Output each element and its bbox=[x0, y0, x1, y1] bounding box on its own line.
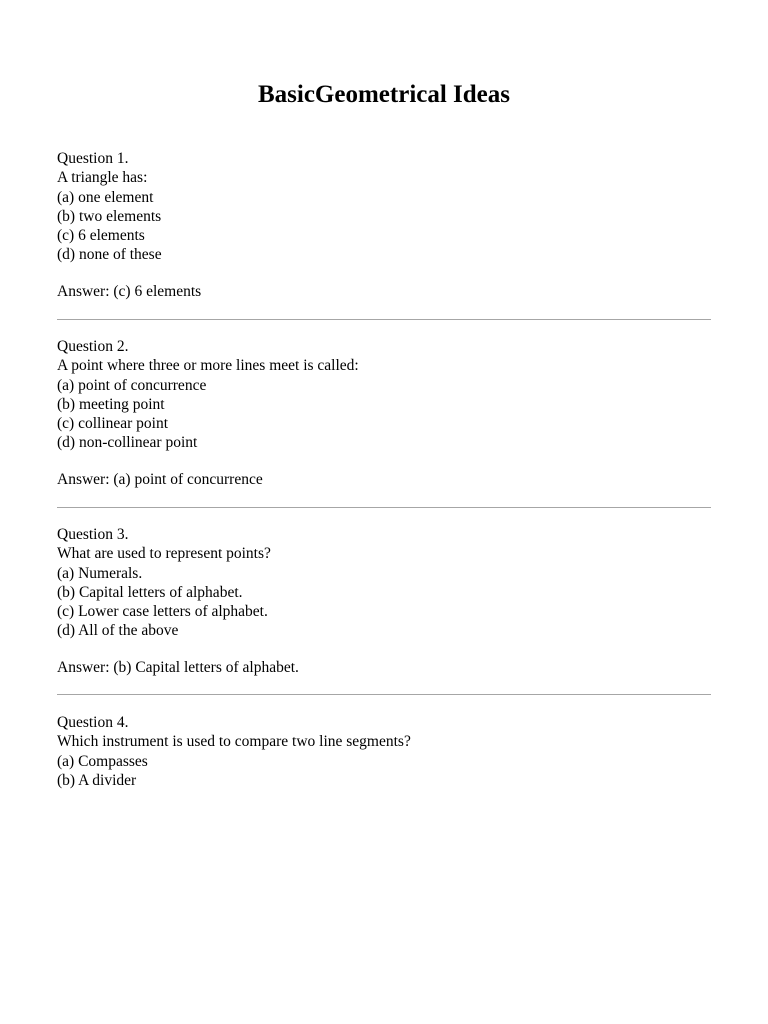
option-a: (a) Compasses bbox=[57, 752, 148, 770]
divider bbox=[57, 319, 711, 320]
option-d: (d) non-collinear point bbox=[57, 434, 198, 452]
page-title: BasicGeometrical Ideas bbox=[257, 81, 511, 108]
question-block-3 bbox=[57, 525, 717, 677]
option-b: (b) two elements bbox=[57, 207, 162, 225]
question-text: A triangle has: bbox=[57, 169, 148, 187]
question-block-4 bbox=[57, 713, 717, 790]
question-block-1 bbox=[57, 149, 717, 301]
question-text: What are used to represent points? bbox=[57, 545, 271, 563]
question-block-2 bbox=[57, 337, 717, 489]
option-c: (c) 6 elements bbox=[57, 227, 145, 245]
option-a: (a) one element bbox=[57, 188, 154, 206]
question-text: A point where three or more lines meet is called: bbox=[57, 357, 359, 375]
option-b: (b) A divider bbox=[57, 771, 137, 789]
option-d: (d) All of the above bbox=[57, 622, 179, 640]
option-b: (b) meeting point bbox=[57, 395, 165, 413]
option-c: (c) collinear point bbox=[57, 415, 169, 433]
question-number: Question 3. bbox=[57, 526, 129, 543]
divider bbox=[57, 507, 711, 508]
option-b: (b) Capital letters of alphabet. bbox=[57, 583, 243, 601]
option-a: (a) Numerals. bbox=[57, 564, 143, 582]
divider bbox=[57, 694, 711, 695]
answer: Answer: (a) point of concurrence bbox=[57, 470, 263, 488]
option-a: (a) point of concurrence bbox=[57, 376, 207, 394]
answer: Answer: (b) Capital letters of alphabet. bbox=[57, 658, 299, 676]
answer: Answer: (c) 6 elements bbox=[57, 282, 202, 300]
option-d: (d) none of these bbox=[57, 246, 162, 264]
question-number: Question 4. bbox=[57, 714, 129, 731]
question-number: Question 2. bbox=[57, 338, 129, 355]
question-text: Which instrument is used to compare two line segments? bbox=[57, 733, 411, 751]
question-number: Question 1. bbox=[57, 150, 129, 167]
option-c: (c) Lower case letters of alphabet. bbox=[57, 603, 268, 621]
